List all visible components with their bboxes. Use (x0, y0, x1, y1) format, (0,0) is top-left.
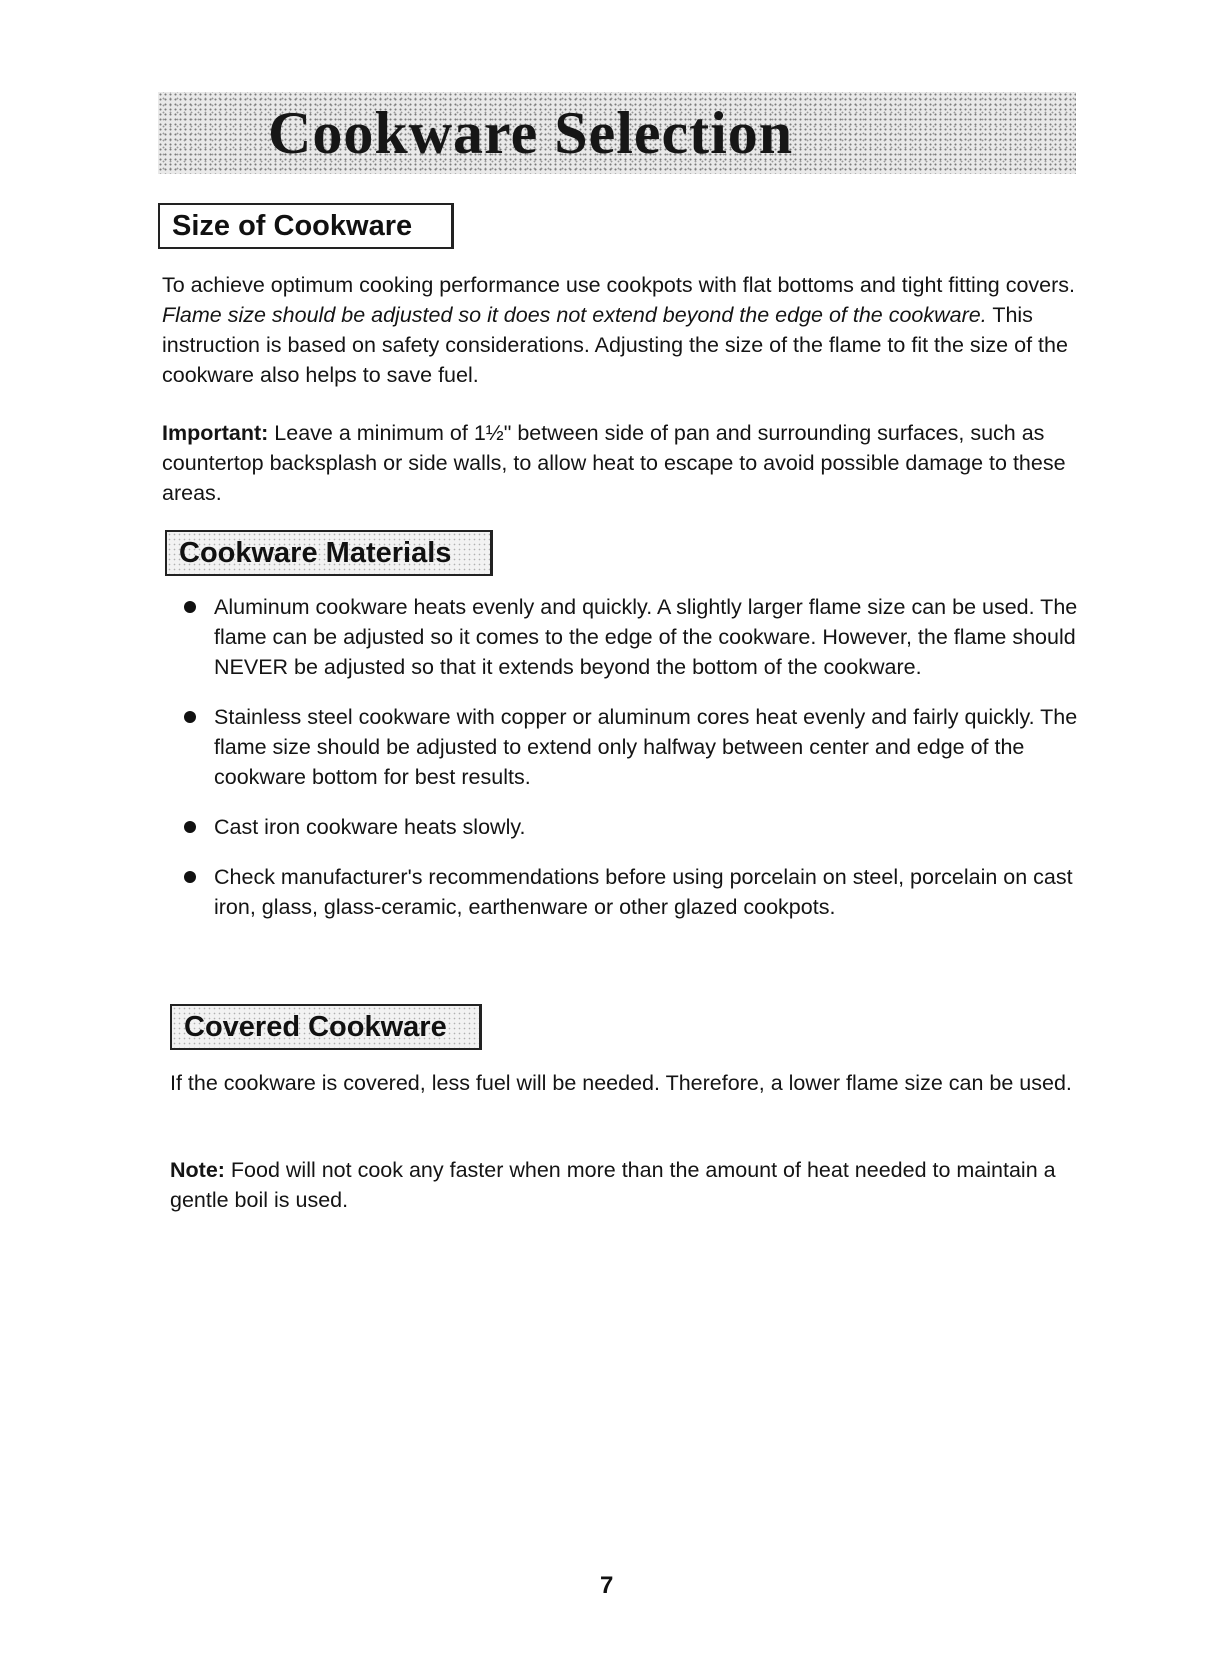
size-paragraph-end: This instruction is based on safety considerations. Adjusting the size of the flame to fit the size of the cookware also helps to save fuel. (162, 303, 1068, 387)
important-paragraph (162, 418, 1082, 508)
size-paragraph-start: To achieve optimum cooking performance use cookpots with flat bottoms and tight fitting covers. (162, 273, 1076, 297)
page-title: Cookware Selection (268, 100, 794, 166)
list-item: Check manufacturer's recommendations before using porcelain on steel, porcelain on cast iron, glass, glass-ceramic, earthenware or other glazed cookpots. (190, 862, 1090, 922)
section-heading-covered: Covered Cookware (170, 1004, 482, 1050)
bullet-icon (184, 711, 196, 723)
covered-paragraph: If the cookware is covered, less fuel will be needed. Therefore, a lower flame size can be used. (170, 1071, 1072, 1095)
important-text: Leave a minimum of 1½" between side of pan and surrounding surfaces, such as countertop backsplash or side walls, to allow heat to escape to avoid possible damage to these areas. (162, 421, 1066, 505)
note-text: Food will not cook any faster when more than the amount of heat needed to maintain a gentle boil is used. (170, 1158, 1056, 1212)
page-number: 7 (600, 1572, 614, 1599)
size-paragraph-italic: Flame size should be adjusted so it does not extend beyond the edge of the cookware. (162, 303, 987, 327)
section-heading-size: Size of Cookware (158, 203, 454, 249)
bullet-icon (184, 601, 196, 613)
note-label: Note: (170, 1158, 225, 1182)
note-paragraph (170, 1155, 1090, 1215)
list-item: Cast iron cookware heats slowly. (190, 812, 1090, 842)
bullet-icon (184, 821, 196, 833)
size-paragraph (162, 270, 1082, 390)
title-banner (158, 92, 1076, 174)
bullet-icon (184, 871, 196, 883)
section-heading-materials: Cookware Materials (165, 530, 493, 576)
list-item: Aluminum cookware heats evenly and quickly. A slightly larger flame size can be used. The flame can be adjusted so it comes to the edge of the cookware. However, the flame should NEVER be adjusted so that it extends beyond the bottom of the cookware. (190, 592, 1090, 682)
list-item: Stainless steel cookware with copper or aluminum cores heat evenly and fairly quickly. The flame size should be adjusted to extend only halfway between center and edge of the cookware bottom for best results. (190, 702, 1090, 792)
important-label: Important: (162, 421, 269, 445)
materials-list (190, 592, 1090, 942)
